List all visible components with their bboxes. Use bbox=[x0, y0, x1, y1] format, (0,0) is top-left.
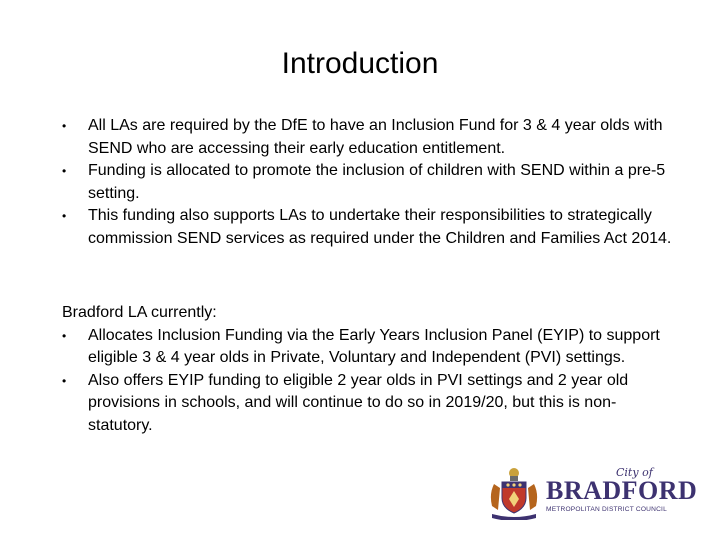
logo-subtitle: METROPOLITAN DISTRICT COUNCIL bbox=[546, 506, 667, 513]
bullet-item bbox=[62, 115, 672, 160]
bradford-bullet-list bbox=[62, 325, 672, 438]
bullet-marker: • bbox=[62, 373, 67, 388]
bullet-item bbox=[62, 370, 672, 438]
bullet-text: Also offers EYIP funding to eligible 2 year olds in PVI settings and 2 year old provisions in schools, and will continue to do so in 2019/20, but this is non-statutory. bbox=[88, 371, 629, 434]
bradford-council-logo bbox=[486, 466, 698, 520]
coat-of-arms-icon bbox=[486, 466, 542, 520]
intro-section bbox=[62, 115, 672, 250]
bullet-text: All LAs are required by the DfE to have an Inclusion Fund for 3 & 4 year olds with SEND who are accessing their early education entitlement. bbox=[88, 117, 663, 157]
bullet-marker: • bbox=[62, 164, 67, 178]
section-intro: Bradford LA currently: bbox=[62, 304, 217, 321]
bullet-item bbox=[62, 205, 672, 250]
bullet-marker: • bbox=[62, 328, 67, 343]
bullet-marker: • bbox=[62, 119, 67, 133]
bradford-section bbox=[62, 302, 672, 437]
bullet-text: This funding also supports LAs to undertake their responsibilities to strategically commission SEND services as required under the Children and Families Act 2014. bbox=[88, 207, 672, 247]
bullet-item bbox=[62, 325, 672, 370]
bullet-text: Funding is allocated to promote the inclusion of children with SEND within a pre-5 setting. bbox=[88, 162, 666, 202]
logo-city-of: City of bbox=[616, 466, 653, 479]
bullet-marker: • bbox=[62, 209, 67, 223]
intro-bullet-list bbox=[62, 115, 672, 250]
slide-title: Introduction bbox=[281, 47, 439, 80]
bullet-item bbox=[62, 160, 672, 205]
bullet-text: Allocates Inclusion Funding via the Early Years Inclusion Panel (EYIP) to support eligible 3 & 4 year olds in Private, Voluntary and Independent (PVI) settings. bbox=[88, 326, 660, 366]
logo-name: BRADFORD bbox=[546, 476, 698, 505]
